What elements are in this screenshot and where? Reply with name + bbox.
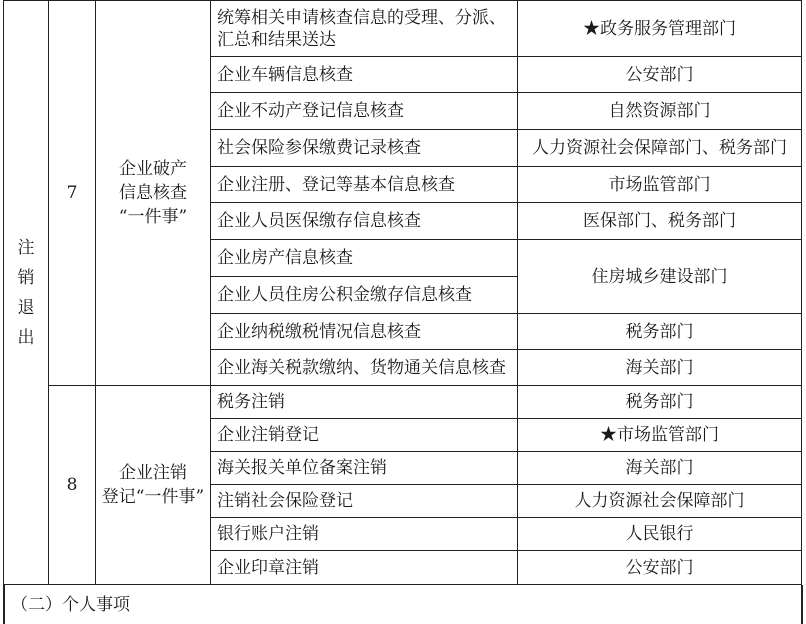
dept-cell: 公安部门: [518, 551, 802, 585]
dept-cell: 税务部门: [518, 386, 802, 419]
category-label: 注销退出: [17, 237, 35, 348]
item-cell: 注销社会保险登记: [211, 485, 518, 518]
item-cell: 税务注销: [211, 386, 518, 419]
dept-cell: 海关部门: [518, 452, 802, 485]
group-name: [96, 386, 211, 585]
group-name: [96, 1, 211, 386]
dept-cell: 医保部门、税务部门: [518, 203, 802, 240]
dept-cell: 自然资源部门: [518, 93, 802, 130]
dept-cell: ★政务服务管理部门: [518, 1, 802, 57]
item-cell: 企业纳税缴税情况信息核查: [211, 314, 518, 350]
item-cell: 企业印章注销: [211, 551, 518, 585]
dept-cell: 人力资源社会保障部门: [518, 485, 802, 518]
section-heading: （二）个人事项: [11, 595, 130, 615]
group-name-line: 企业注销: [119, 463, 187, 483]
dept-cell: ★市场监管部门: [518, 419, 802, 452]
dept-cell: 人力资源社会保障部门、税务部门: [518, 130, 802, 167]
table-row: [4, 1, 802, 57]
item-cell: 企业不动产登记信息核查: [211, 93, 518, 130]
item-cell: 海关报关单位备案注销: [211, 452, 518, 485]
dept-cell: 市场监管部门: [518, 167, 802, 203]
item-cell: 企业人员医保缴存信息核查: [211, 203, 518, 240]
dept-cell: 公安部门: [518, 57, 802, 93]
group-name-line: 企业破产: [119, 159, 187, 179]
group-number: 7: [49, 1, 96, 386]
item-cell: 社会保险参保缴费记录核查: [211, 130, 518, 167]
category-cell: [4, 1, 49, 585]
table-row: [4, 386, 802, 419]
dept-cell: 海关部门: [518, 350, 802, 386]
frame-right-line: [801, 585, 803, 624]
item-cell: 银行账户注销: [211, 518, 518, 551]
dept-cell: 税务部门: [518, 314, 802, 350]
item-cell: 企业注册、登记等基本信息核查: [211, 167, 518, 203]
item-cell: 企业车辆信息核查: [211, 57, 518, 93]
item-cell: 统筹相关申请核查信息的受理、分派、汇总和结果送达: [211, 1, 518, 57]
dept-cell: 人民银行: [518, 518, 802, 551]
item-cell: 企业海关税款缴纳、货物通关信息核查: [211, 350, 518, 386]
item-cell: 企业人员住房公积金缴存信息核查: [211, 277, 518, 314]
frame-left-line: [3, 585, 5, 624]
item-cell: 企业房产信息核查: [211, 240, 518, 277]
group-number: 8: [49, 386, 96, 585]
matters-table: [3, 0, 802, 585]
item-cell: 企业注销登记: [211, 419, 518, 452]
group-name-line: “一件事”: [118, 207, 188, 227]
group-name-line: 信息核查: [119, 183, 187, 203]
dept-cell: 住房城乡建设部门: [518, 240, 802, 314]
group-name-line: 登记“一件事”: [101, 487, 205, 507]
